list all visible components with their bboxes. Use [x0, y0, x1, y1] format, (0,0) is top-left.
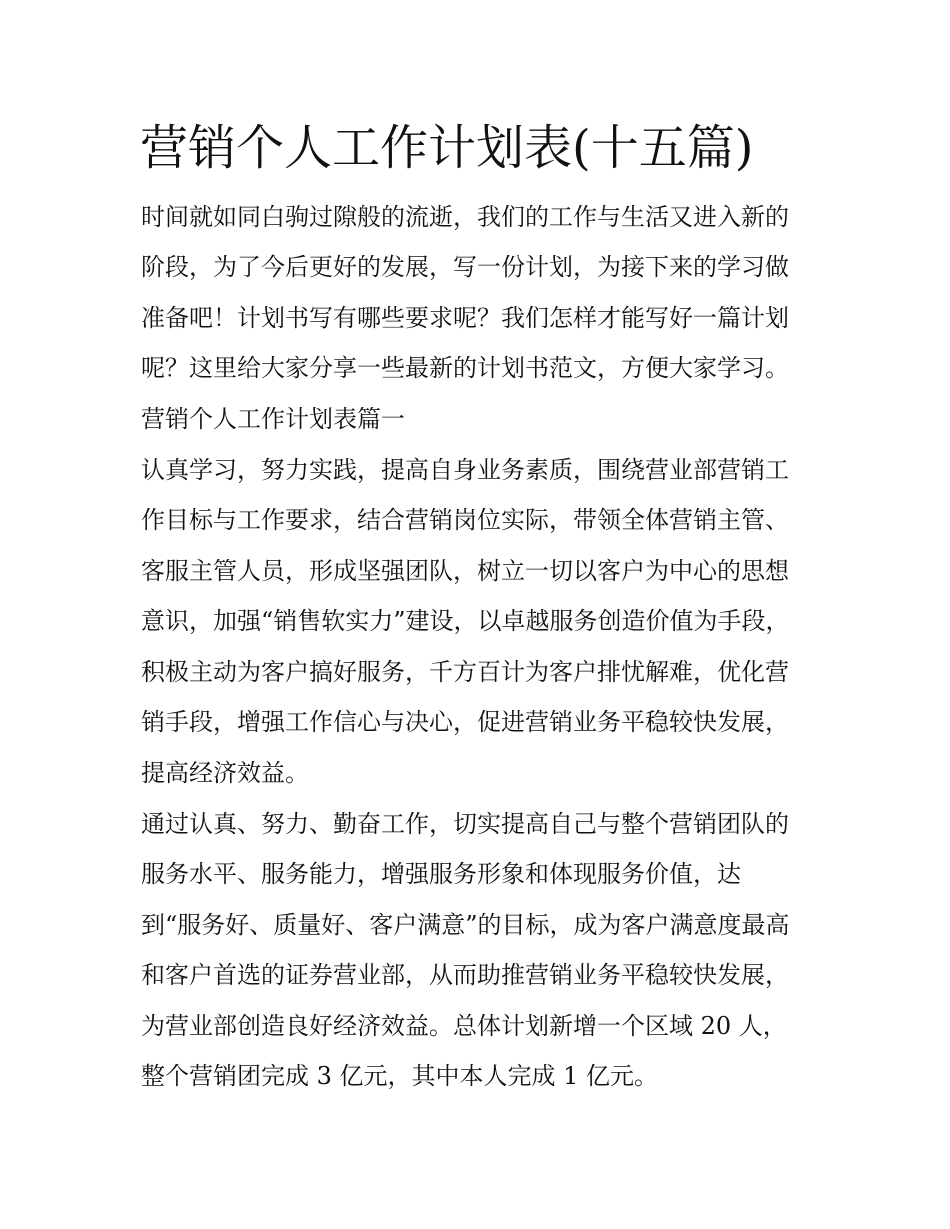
- paragraph-line: 整个营销团完成 3 亿元，其中本人完成 1 亿元。: [141, 1062, 659, 1090]
- intro-line: 呢？这里给大家分享一些最新的计划书范文，方便大家学习。: [141, 354, 789, 382]
- paragraph-line: 客服主管人员，形成坚强团队，树立一切以客户为中心的思想: [141, 557, 789, 585]
- paragraph-line: 作目标与工作要求，结合营销岗位实际，带领全体营销主管、: [141, 506, 789, 534]
- paragraph-line: 通过认真、努力、勤奋工作，切实提高自己与整个营销团队的: [141, 810, 789, 838]
- paragraph-line: 到“服务好、质量好、客户满意”的目标，成为客户满意度最高: [141, 911, 790, 939]
- paragraph-line: 提高经济效益。: [141, 759, 309, 787]
- section-heading: 营销个人工作计划表篇一: [141, 405, 405, 433]
- intro-line: 阶段，为了今后更好的发展，写一份计划，为接下来的学习做: [141, 253, 789, 281]
- paragraph-line: 为营业部创造良好经济效益。总体计划新增一个区域 20 人，: [141, 1012, 787, 1040]
- paragraph-line: 销手段，增强工作信心与决心，促进营销业务平稳较快发展，: [141, 708, 789, 736]
- paragraph-line: 意识，加强“销售软实力”建设，以卓越服务创造价值为手段，: [141, 607, 790, 635]
- paragraph-line: 积极主动为客户搞好服务，千方百计为客户排忧解难，优化营: [141, 658, 789, 686]
- intro-line: 准备吧！计划书写有哪些要求呢？我们怎样才能写好一篇计划: [141, 304, 789, 332]
- paragraph-line: 和客户首选的证券营业部，从而助推营销业务平稳较快发展，: [141, 961, 789, 989]
- intro-line: 时间就如同白驹过隙般的流逝，我们的工作与生活又进入新的: [141, 203, 789, 231]
- paragraph-line: 认真学习，努力实践，提高自身业务素质，围绕营业部营销工: [141, 456, 789, 484]
- document-title: 营销个人工作计划表(十五篇): [140, 120, 754, 176]
- paragraph-line: 服务水平、服务能力，增强服务形象和体现服务价值，达: [141, 860, 741, 888]
